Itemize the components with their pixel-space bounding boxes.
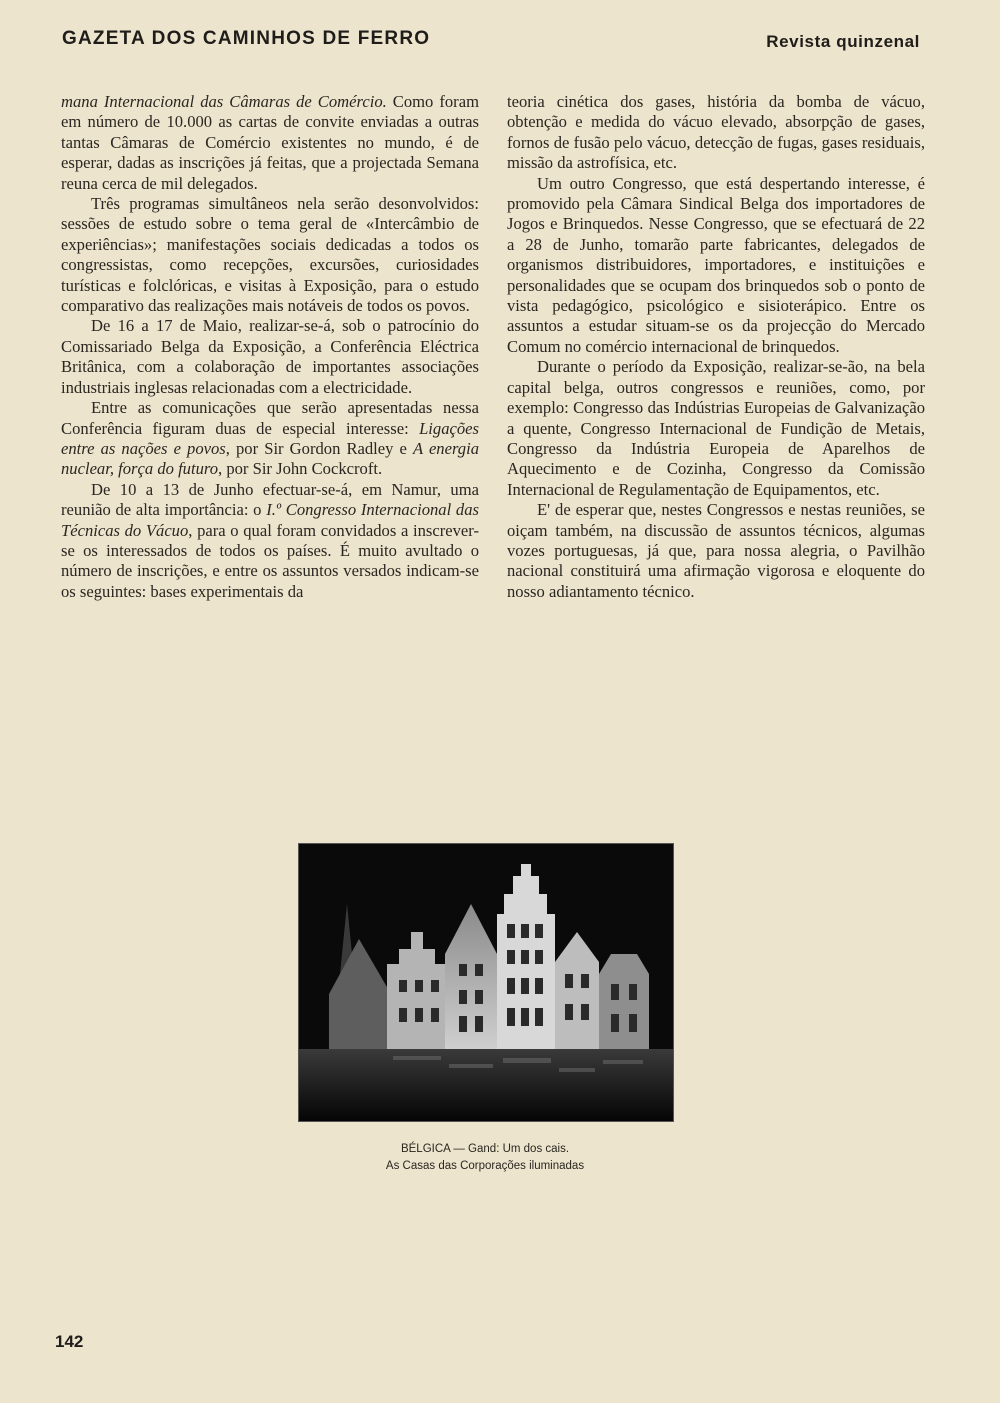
- paragraph: E' de esperar que, nestes Congressos e nestas reuniões, se oiçam também, na discussão de assuntos técnicos, algumas vozes portuguesas, já que, para nossa alegria, o Pavilhão nacional constituirá uma afirmação vigorosa e eloquente do nosso adiantamento técnico.: [507, 500, 925, 601]
- photo-illustration: [299, 844, 673, 1121]
- italic-text: A energia nuclear, força do futuro: [61, 438, 480, 479]
- paragraph: [61, 398, 479, 480]
- italic-text: I.º Congresso Internacional das Técnicas do Vácuo: [61, 500, 479, 540]
- paragraph: [61, 480, 479, 602]
- caption-line: BÉLGICA — Gand: Um dos cais.: [400, 1143, 570, 1155]
- caption-line: As Casas das Corporações iluminadas: [385, 1160, 585, 1172]
- paragraph-text: , por Sir John Cockcroft.: [218, 459, 383, 479]
- paragraph: De 16 a 17 de Maio, realizar-se-á, sob o patrocínio do Comissariado Belga da Exposição, a Conferência Eléctrica Britânica, com a colaboração de importantes associações industriais inglesas relacionadas com a electricidade.: [61, 316, 479, 397]
- paragraph-text: Como foram em número de 10.000 as cartas de convite enviadas a outras tantas Câmaras de Comércio existentes no mundo, é de esperar, dadas as inscrições já feitas, que a projectada Semana reuna cerca de mil delegados.: [61, 92, 479, 193]
- paragraph: [61, 92, 479, 194]
- journal-title: GAZETA DOS CAMINHOS DE FERRO: [62, 28, 431, 49]
- paragraph: teoria cinética dos gases, história da bomba de vácuo, obtenção e medida do vácuo elevado, absorpção de gases, fornos de fusão pelo vácuo, detecção de fugas, gases residuais, missão da astrofísica, etc.: [507, 92, 925, 173]
- italic-text: Ligações entre as nações e povos: [61, 418, 479, 458]
- paragraph: Três programas simultâneos nela serão desonvolvidos: sessões de estudo sobre o tema geral de «Intercâmbio de experiências»; manifestações sociais dedicadas a todos os congressistas, como recepções, excursões, curiosidades turísticas e folclóricas, e visitas à Exposição, para o estudo comparativo das realizações mais notáveis de todos os povos.: [61, 194, 479, 316]
- right-column: [507, 92, 925, 602]
- paragraph-text: Entre as comunicações que serão apresentadas nessa Conferência figuram duas de especial interesse:: [61, 398, 479, 438]
- photograph-gand-guild-houses: [298, 843, 674, 1122]
- paragraph-text: , para o qual foram convidados a inscrever-se os interessados de todos os países. É muito avultado o número de inscrições, e entre os assuntos versados indicam-se os seguintes: bases experimentais da: [61, 520, 479, 601]
- figure-caption: [298, 1141, 672, 1175]
- journal-subtitle: Revista quinzenal: [766, 32, 920, 51]
- paragraph: Um outro Congresso, que está despertando interesse, é promovido pela Câmara Sindical Belga dos importadores de Jogos e Brinquedos. Nesse Congresso, que se efectuará de 22 a 28 de Junho, tomarão parte fabricantes, delegados de organismos distribuidores, importadores, e instituições e personalidades que se ocupam dos brinquedos sob o ponto de vista pedagógico, psicológico e sisioterápico. Entre os assuntos a estudar situam-se os da projecção do Mercado Comum no comércio internacional de brinquedos.: [507, 173, 925, 356]
- paragraph-text: De 10 a 13 de Junho efectuar-se-á, em Namur, uma reunião de alta importância: o: [61, 479, 479, 520]
- left-column: [61, 92, 479, 602]
- paragraph-text: , por Sir Gordon Radley e: [225, 438, 414, 458]
- paragraph: Durante o período da Exposição, realizar-se-ão, na bela capital belga, outros congressos e reuniões, como, por exemplo: Congresso das Indústrias Europeias de Galvanização a quente, Congresso Internacional de Fundição de Metais, Congresso da Indústria Europeia de Aparelhos de Aquecimento e de Cozinha, Congresso da Comissão Internacional de Regulamentação de Equipamentos, etc.: [507, 357, 925, 499]
- page-number: 142: [55, 1332, 84, 1351]
- italic-text: mana Internacional das Câmaras de Comércio.: [61, 92, 387, 111]
